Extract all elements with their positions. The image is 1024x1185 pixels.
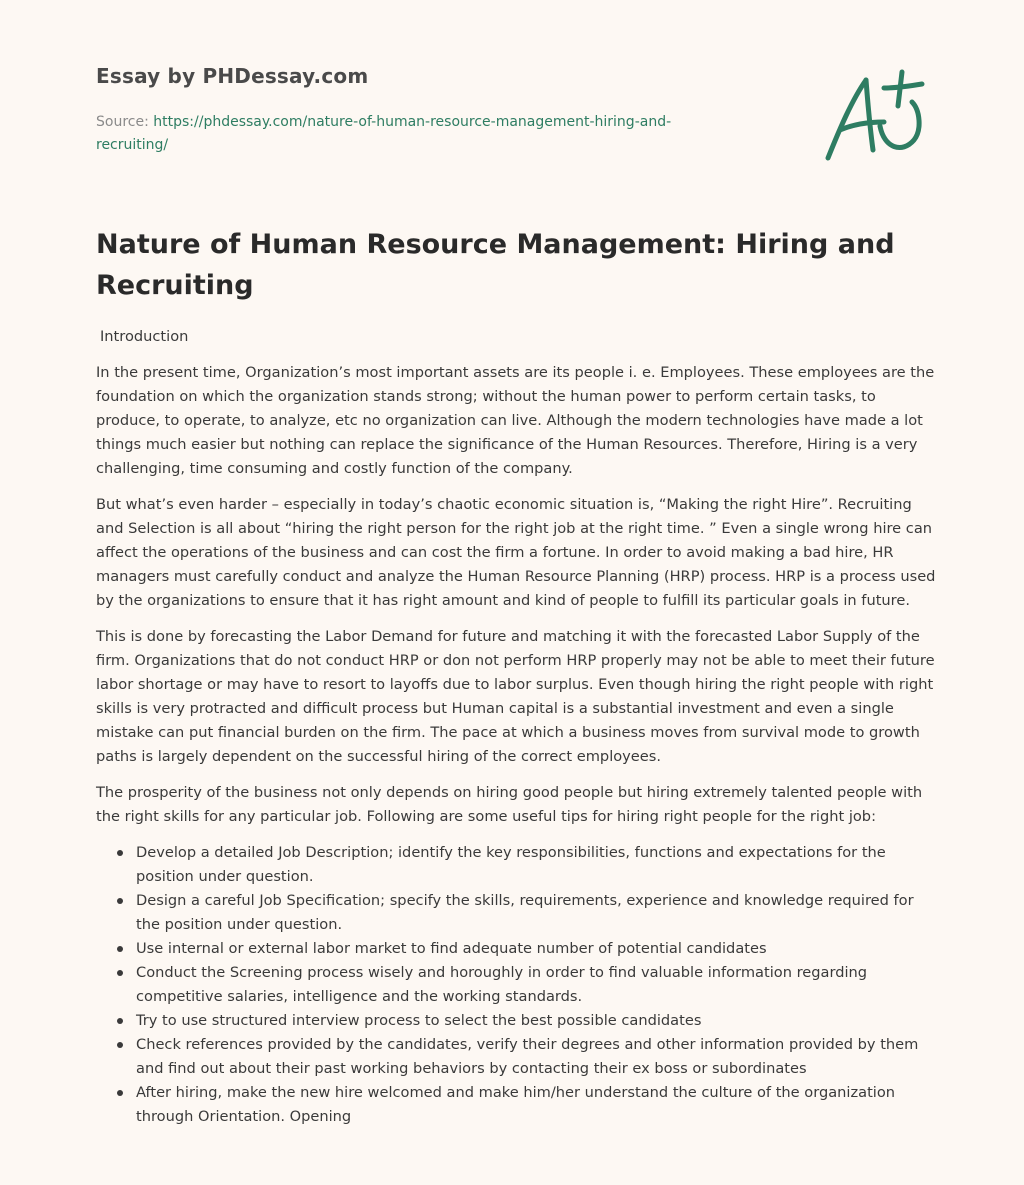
intro-heading: Introduction [100,328,189,345]
site-title: Essay by PHDessay.com [96,64,369,88]
list-item: Develop a detailed Job Description; identify the key responsibilities, functions and expectations for the position under question. [136,841,936,889]
tips-list [96,841,936,1129]
list-item: Use internal or external labor market to find adequate number of potential candidates [136,937,936,961]
list-item: Try to use structured interview process to select the best possible candidates [136,1009,936,1033]
source-line [96,111,736,157]
essay-body [96,325,936,1129]
source-link[interactable]: https://phdessay.com/nature-of-human-resource-management-hiring-and-recruiting/ [96,114,672,153]
paragraph: The prosperity of the business not only depends on hiring good people but hiring extremely talented people with the right skills for any particular job. Following are some useful tips for hiring right people for the right job: [96,784,923,825]
a-plus-logo [818,66,930,166]
paragraph: This is done by forecasting the Labor Demand for future and matching it with the forecasted Labor Supply of the firm. Organizations that do not conduct HRP or don not perform HRP properly may not be able to meet their future labor shortage or may have to resort to layoffs due to labor surplus. Even though hiring the right people with right skills is very protracted and difficult process but Human capital is a substantial investment and even a single mistake can put financial burden on the firm. The pace at which a business moves from survival mode to growth paths is largely dependent on the successful hiring of the correct employees. [96,628,935,765]
list-item: Design a careful Job Specification; specify the skills, requirements, experience and knowledge required for the position under question. [136,889,936,937]
list-item: Check references provided by the candidates, verify their degrees and other information provided by them and find out about their past working behaviors by contacting their ex boss or subordinates [136,1033,936,1081]
paragraph: But what’s even harder – especially in today’s chaotic economic situation is, “Making the right Hire”. Recruiting and Selection is all about “hiring the right person for the right job at the right time. ” Even a single wrong hire can affect the operations of the business and can cost the firm a fortune. In order to avoid making a bad hire, HR managers must carefully conduct and analyze the Human Resource Planning (HRP) process. HRP is a process used by the organizations to ensure that it has right amount and kind of people to fulfill its particular goals in future. [96,496,936,609]
essay-title: Nature of Human Resource Management: Hiring and Recruiting [96,229,895,301]
a-plus-logo-icon [818,66,930,166]
source-label: Source: [96,114,149,130]
list-item: Conduct the Screening process wisely and horoughly in order to find valuable information regarding competitive salaries, intelligence and the working standards. [136,961,936,1009]
paragraph: In the present time, Organization’s most important assets are its people i. e. Employees. These employees are the foundation on which the organization stands strong; without the human power to perform certain tasks, to produce, to operate, to analyze, etc no organization can live. Although the modern technologies have made a lot things much easier but nothing can replace the significance of the Human Resources. Therefore, Hiring is a very challenging, time consuming and costly function of the company. [96,364,935,477]
list-item: After hiring, make the new hire welcomed and make him/her understand the culture of the organization through Orientation. Opening [136,1081,936,1129]
